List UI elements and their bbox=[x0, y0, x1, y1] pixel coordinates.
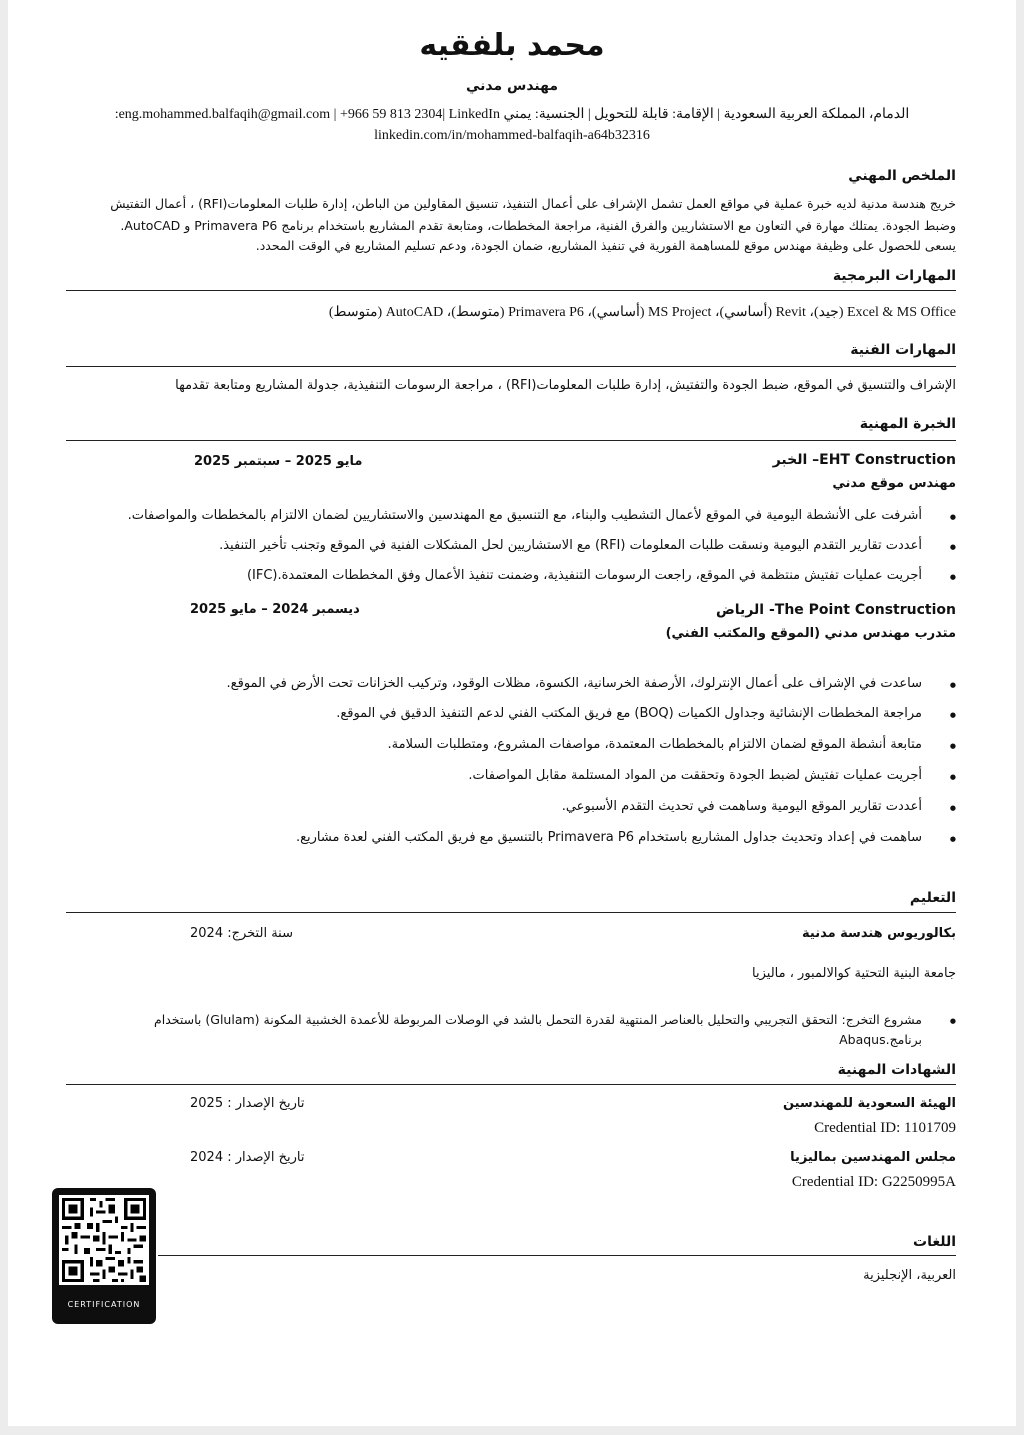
job-2-company: The Point Construction- الرياض bbox=[715, 602, 956, 618]
summary-line-2: وضبط الجودة. يمتلك مهارة في التعاون مع الاستشاريين والفرق الفنية، مراجعة المخططات، ومتابعة تقدم المشاريع باستخدام برنامج Primavera P6 و AutoCAD. bbox=[120, 218, 956, 233]
job-1-company: EHT Construction– الخبر bbox=[772, 452, 956, 468]
job-2-bullet: أجريت عمليات تفتيش لضبط الجودة وتحققت من المواد المستلمة مقابل المواصفات. ● bbox=[468, 768, 922, 783]
job-2-role: متدرب مهندس مدني (الموقع والمكتب الفني) bbox=[665, 626, 956, 641]
technical-skills-text: الإشراف والتنسيق في الموقع، ضبط الجودة والتفتيش، إدارة طلبات المعلومات(RFI) ، مراجعة الرسومات التنفيذية، جدولة المشاريع ومتابعة تقدمها bbox=[175, 378, 956, 393]
job-1-role: مهندس موقع مدني bbox=[832, 476, 956, 491]
job-2-bullet: ساهمت في إعداد وتحديث جداول المشاريع باستخدام Primavera P6 بالتنسيق مع فريق المكتب الفني لعدة مشاريع. ● bbox=[296, 830, 922, 845]
job-2-bullet: أعددت تقارير الموقع اليومية وساهمت في تحديث التقدم الأسبوعي. ● bbox=[562, 799, 922, 814]
job-2-dates: ديسمبر 2024 – مايو 2025 bbox=[190, 602, 360, 617]
divider bbox=[66, 366, 956, 367]
education-heading: التعليم bbox=[909, 890, 956, 906]
software-skills-heading: المهارات البرمجية bbox=[832, 268, 956, 284]
cert-1-credential-id: Credential ID: 1101709 bbox=[814, 1120, 956, 1136]
summary-line-3: يسعى للحصول على وظيفة مهندس موقع للمساهمة الفورية في تنفيذ المشاريع، ضمان الجودة، ودعم تسليم المشاريع في الوقت المحدد. bbox=[255, 238, 956, 253]
contact-info: الدمام، المملكة العربية السعودية | الإقامة: قابلة للتحويل | الجنسية: يمني eng.mohammed.balfaqih@gmail.com | +966 59 813 2304| LinkedIn: bbox=[114, 107, 910, 122]
cert-1-issue-date: تاريخ الإصدار : 2025 bbox=[190, 1096, 305, 1111]
divider bbox=[66, 1084, 956, 1085]
university: جامعة البنية التحتية كوالالمبور ، ماليزيا bbox=[752, 966, 956, 981]
graduation-year: سنة التخرج: 2024 bbox=[190, 926, 293, 941]
candidate-title: مهندس مدني bbox=[465, 78, 559, 94]
divider bbox=[66, 440, 956, 441]
summary-heading: الملخص المهني bbox=[848, 168, 956, 184]
job-1-bullet: أشرفت على الأنشطة اليومية في الموقع لأعمال التشطيب والبناء، مع التنسيق مع المهندسين والاستشاريين لضمان الالتزام بالمخططات والمواصفات. ● bbox=[128, 508, 922, 523]
divider bbox=[66, 912, 956, 913]
experience-heading: الخبرة المهنية bbox=[859, 416, 956, 432]
certification-qr-badge[interactable] bbox=[52, 1188, 156, 1324]
divider bbox=[66, 290, 956, 291]
summary-line-1: خريج هندسة مدنية لديه خبرة عملية في مواقع العمل تشمل الإشراف على أعمال التنفيذ، تنسيق المقاولين من الباطن، إدارة طلبات المعلومات(RFI) ، أعمال التفتيش bbox=[110, 196, 956, 211]
qr-code-icon bbox=[59, 1195, 149, 1285]
cert-1-org: الهيئة السعودية للمهندسين bbox=[782, 1096, 956, 1111]
job-1-dates: مايو 2025 – سبتمبر 2025 bbox=[194, 454, 363, 469]
divider bbox=[158, 1255, 956, 1256]
job-2-bullet: متابعة أنشطة الموقع لضمان الالتزام بالمخططات المعتمدة، مواصفات المشروع، ومتطلبات السلامة. ● bbox=[388, 737, 922, 752]
linkedin-url[interactable]: linkedin.com/in/mohammed-balfaqih-a64b32316 bbox=[374, 128, 650, 143]
languages-text: العربية، الإنجليزية bbox=[863, 1268, 956, 1283]
software-skills-text: Excel & MS Office (جيد)، Revit (أساسي)، MS Project (أساسي)، Primavera P6 (متوسط)، AutoCAD (متوسط) bbox=[328, 305, 956, 320]
languages-heading: اللغات bbox=[913, 1234, 956, 1250]
graduation-project: مشروع التخرج: التحقق التجريبي والتحليل بالعناصر المنتهية لقدرة التحمل بالشد في الوصلات المربوطة للأعمدة الخشبية المكونة (Glulam) باستخدام ● bbox=[154, 1012, 922, 1027]
job-1-bullet: أجريت عمليات تفتيش منتظمة في الموقع، راجعت الرسومات التنفيذية، وضمنت تنفيذ الأعمال وفق المخططات المعتمدة.(IFC) ● bbox=[247, 568, 922, 583]
cert-2-credential-id: Credential ID: G2250995A bbox=[791, 1174, 956, 1190]
job-2-bullet: ساعدت في الإشراف على أعمال الإنترلوك، الأرصفة الخرسانية، الكسوة، مظلات الوقود، وتركيب الخزانات تحت الأرض في الموقع. ● bbox=[227, 676, 922, 691]
degree: بكالوريوس هندسة مدنية bbox=[802, 926, 956, 941]
certifications-heading: الشهادات المهنية bbox=[837, 1062, 956, 1078]
qr-label: CERTIFICATION bbox=[67, 1300, 141, 1309]
cert-2-issue-date: تاريخ الإصدار : 2024 bbox=[190, 1150, 305, 1165]
graduation-project-cont: برنامج.Abaqus bbox=[839, 1032, 922, 1047]
job-1-bullet: أعددت تقارير التقدم اليومية ونسقت طلبات المعلومات (RFI) مع الاستشاريين لحل المشكلات الفنية في الموقع وتجنب تأخير التنفيذ. ● bbox=[219, 538, 922, 553]
candidate-name: محمد بلفقيه bbox=[419, 28, 605, 63]
job-2-bullet: مراجعة المخططات الإنشائية وجداول الكميات (BOQ) مع فريق المكتب الفني لدعم التنفيذ الدقيق في الموقع. ● bbox=[336, 706, 922, 721]
technical-skills-heading: المهارات الفنية bbox=[850, 342, 956, 358]
cert-2-org: مجلس المهندسين بماليزيا bbox=[790, 1150, 956, 1165]
